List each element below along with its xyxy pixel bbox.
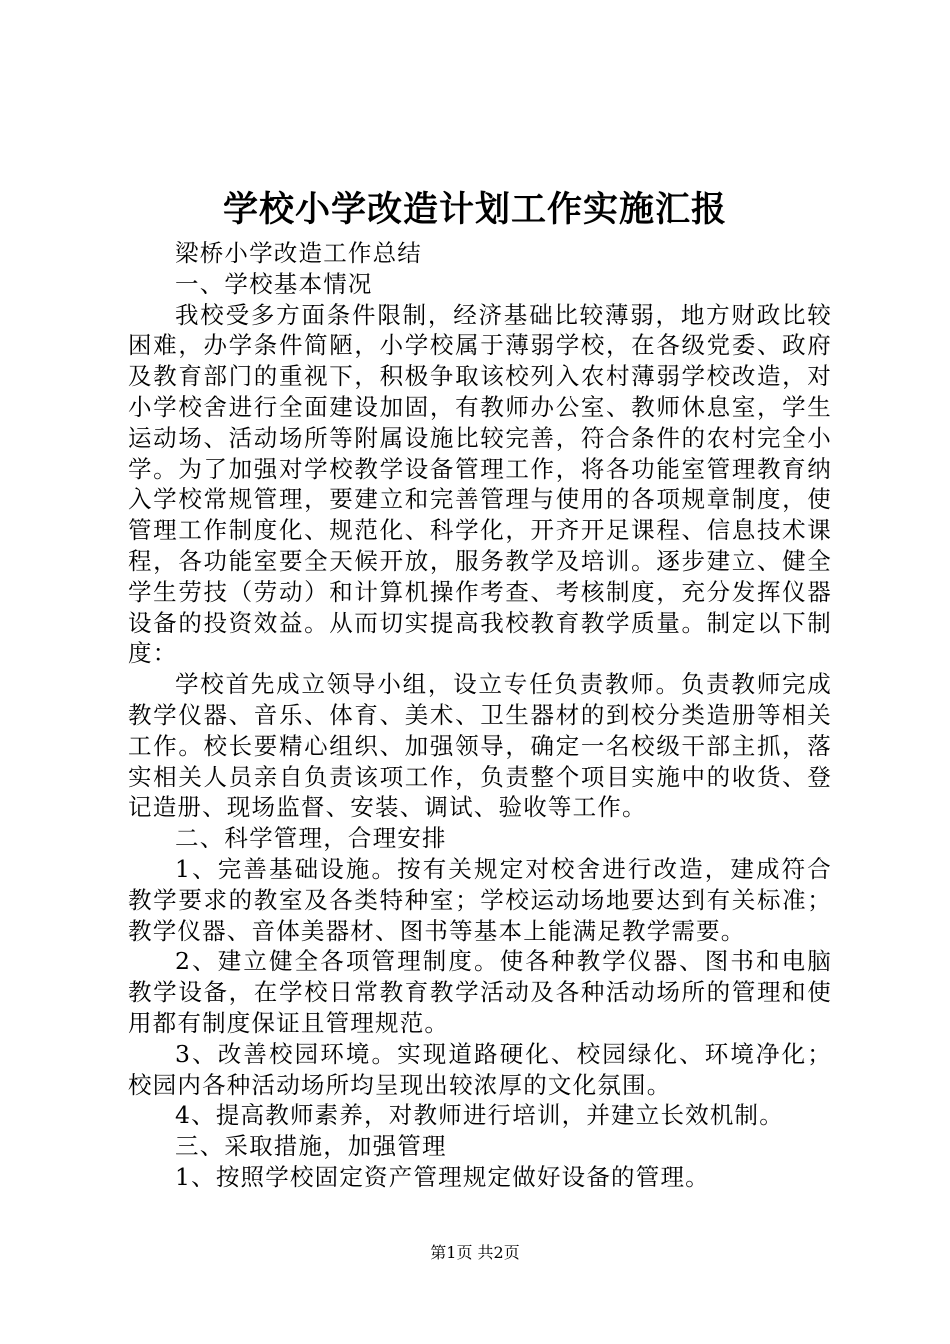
list-item: 3、改善校园环境。实现道路硬化、校园绿化、环境净化；校园内各种活动场所均呈现出较浓厚的文化氛围。 [128,1039,832,1099]
paragraph: 学校首先成立领导小组，设立专任负责教师。负责教师完成教学仪器、音乐、体育、美术、卫生器材的到校分类造册等相关工作。校长要精心组织、加强领导，确定一名校级干部主抓，落实相关人员亲自负责该项工作，负责整个项目实施中的收货、登记造册、现场监督、安装、调试、验收等工作。 [128,670,832,822]
section-heading-3: 三、采取措施，加强管理 [175,1132,447,1161]
page-footer: 第1页 共2页 [430,1243,520,1262]
paragraph-subtitle: 梁桥小学改造工作总结 [175,239,422,267]
section-heading-1: 一、学校基本情况 [175,269,373,298]
list-item: 1、按照学校固定资产管理规定做好设备的管理。 [175,1162,710,1191]
paragraph: 我校受多方面条件限制，经济基础比较薄弱，地方财政比较困难，办学条件简陋，小学校属于薄弱学校，在各级党委、政府及教育部门的重视下，积极争取该校列入农村薄弱学校改造，对小学校舍进行全面建设加固，有教师办公室、教师休息室，学生运动场、活动场所等附属设施比较完善，符合条件的农村完全小学。为了加强对学校教学设备管理工作，将各功能室管理教育纳入学校常规管理，要建立和完善管理与使用的各项规章制度，使管理工作制度化、规范化、科学化，开齐开足课程、信息技术课程，各功能室要全天候开放，服务教学及培训。逐步建立、健全学生劳技（劳动）和计算机操作考查、考核制度，充分发挥仪器设备的投资效益。从而切实提高我校教育教学质量。制定以下制度： [128,300,832,668]
list-item: 4、提高教师素养，对教师进行培训，并建立长效机制。 [175,1101,784,1130]
document-title: 学校小学改造计划工作实施汇报 [222,189,727,230]
section-heading-2: 二、科学管理，合理安排 [175,824,447,853]
list-item: 2、建立健全各项管理制度。使各种教学仪器、图书和电脑教学设备，在学校日常教育教学活动及各种活动场所的管理和使用都有制度保证且管理规范。 [128,947,832,1037]
list-item: 1、完善基础设施。按有关规定对校舍进行改造，建成符合教学要求的教室及各类特种室；学校运动场地要达到有关标准；教学仪器、音体美器材、图书等基本上能满足教学需要。 [128,854,832,945]
document-body [128,238,832,1193]
